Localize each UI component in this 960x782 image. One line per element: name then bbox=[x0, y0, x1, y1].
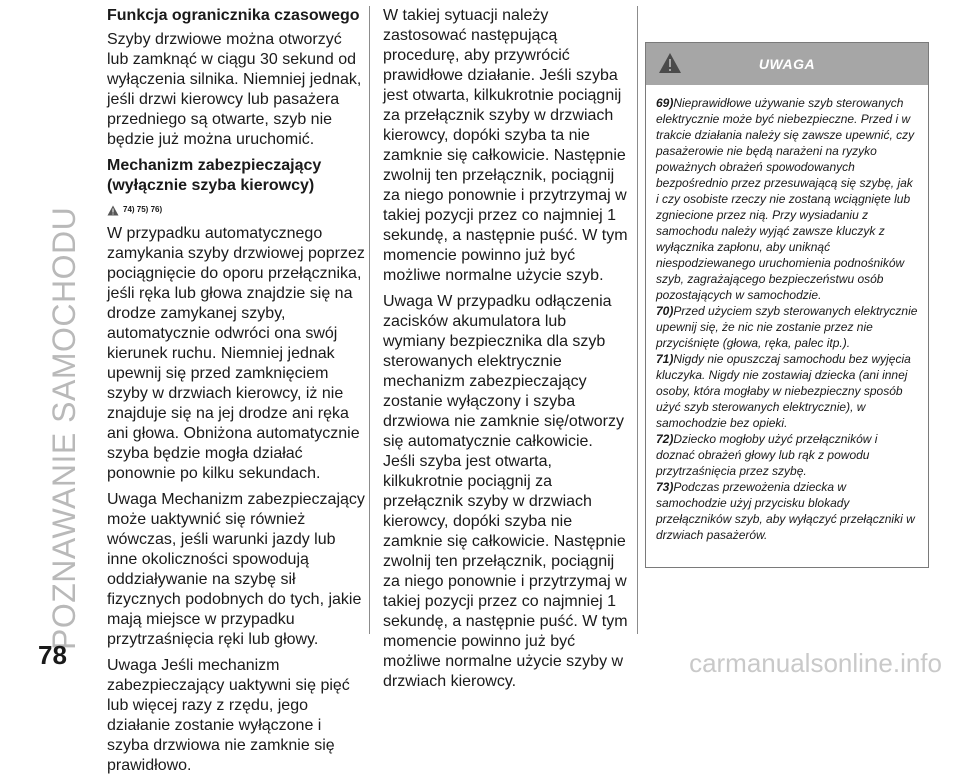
note-mechanism-activation: Uwaga Mechanizm zabezpieczający może uaktywnić się również wówczas, jeśli warunki jazdy lub inne okoliczności spowodują oddziaływanie na szybę sił fizycznych podobnych do tych, jakie mają miejsce w przypadku przytrzaśnięcia ręki lub głowy. bbox=[107, 491, 365, 648]
warning-references bbox=[107, 200, 367, 220]
warning-item-number: 73) bbox=[656, 480, 674, 494]
heading-safety-mechanism: Mechanizm zabezpieczający (wyłącznie szyba kierowcy) bbox=[107, 157, 322, 194]
column-divider-right bbox=[637, 6, 638, 634]
paragraph-restore-procedure: W takiej sytuacji należy zastosować następującą procedurę, aby przywrócić prawidłowe działanie. Jeśli szyba jest otwarta, kilkukrotnie pociągnij za przełącznik szyby w drzwiach kierowcy, dopóki szyba ta nie zamknie się całkowicie. Następnie zwolnij ten przełącznik, pociągnij za niego ponownie i przytrzymaj w takiej pozycji przez co najmniej 1 sekundę, a następnie puść. W tym momencie powinno już być możliwe normalne użycie szyb. bbox=[383, 7, 628, 284]
warning-reference-numbers: 74) 75) 76) bbox=[123, 205, 163, 214]
warning-item bbox=[656, 95, 918, 303]
warning-item-number: 71) bbox=[656, 352, 674, 366]
side-section-title-text: POZNAWANIE SAMOCHODU bbox=[46, 206, 82, 650]
column-divider-left bbox=[369, 6, 370, 634]
warning-triangle-icon bbox=[658, 52, 682, 74]
warning-item bbox=[656, 303, 918, 351]
left-column bbox=[107, 6, 367, 782]
note-mechanism-disabled: Uwaga Jeśli mechanizm zabezpieczający uaktywni się pięć lub więcej razy z rzędu, jego działanie zostanie wyłączone i szyba drzwiowa nie zamknie się prawidłowo. bbox=[107, 657, 350, 774]
note-battery-disconnect: Uwaga W przypadku odłączenia zacisków akumulatora lub wymiany bezpiecznika dla szyb sterowanych elektrycznie mechanizm zabezpieczający zostanie wyłączony i szyba drzwiowa nie zamknie się/otworzy się automatycznie całkowicie. Jeśli szyba jest otwarta, kilkukrotnie pociągnij za przełącznik szyby w drzwiach kierowcy, dopóki szyba nie zamknie się całkowicie. Następnie zwolnij ten przełącznik, pociągnij za niego ponownie i przytrzymaj w takiej pozycji przez co najmniej 1 sekundę, a następnie puść. W tym momencie powinno już być możliwe normalne użycie szyby w drzwiach kierowcy. bbox=[383, 293, 628, 690]
page-number: 78 bbox=[38, 640, 67, 670]
warning-item-text: Przed użyciem szyb sterowanych elektrycznie upewnij się, że nic nie zostanie przez nie przyciśnięte (głowa, ręka, palec itp.). bbox=[656, 304, 918, 350]
warning-item-text: Dziecko mogłoby użyć przełączników i doznać obrażeń głowy lub rąk z powodu przytrzaśnięcia przez szybę. bbox=[656, 432, 878, 478]
warning-item-number: 69) bbox=[656, 96, 674, 110]
warning-item-text: Nigdy nie opuszczaj samochodu bez wyjęcia kluczyka. Nigdy nie zostawiaj dziecka (ani innej osoby, która mogłaby w niebezpieczny sposób użyć szyb sterowanych elektrycznie), w samochodzie bez opieki. bbox=[656, 352, 911, 430]
paragraph-safety-mechanism: W przypadku automatycznego zamykania szyby drzwiowej poprzez pociągnięcie do oporu przełącznika, jeśli ręka lub głowa znajdzie się na drodze zamykanej szyby, automatycznie odwróci ona swój kierunek ruchu. Niemniej jednak upewnij się przed zamknięciem szyby w drzwiach kierowcy, iż nie znajduje się na jej drodze ani ręka ani głowa. Obniżona automatycznie szyba będzie mogła działać ponownie po kilku sekundach. bbox=[107, 225, 365, 482]
paragraph-timer-function: Szyby drzwiowe można otworzyć lub zamknąć w ciągu 30 sekund od wyłączenia silnika. Niemniej jednak, jeśli drzwi kierowcy lub pasażera przedniego są otwarte, szyb nie będzie już można uruchomić. bbox=[107, 31, 362, 148]
warning-item-text: Nieprawidłowe używanie szyb sterowanych elektrycznie może być niebezpieczne. Przed i w trakcie działania należy się zawsze upewnić, czy pasażerowie nie będą narażeni na ryzyko poważnych obrażeń spowodowanych bezpośrednio przez przesuwającą się szybę, jak i czy osobiste rzeczy nie zostaną wciągnięte lub zgniecione przez nią. Przy wysiadaniu z samochodu należy wyjąć zawsze kluczyk z wyłącznika zapłonu, aby uniknąć niespodziewanego uruchomienia podnośników szyb, zagrażającego bezpieczeństwu osób pozostających w samochodzie. bbox=[656, 96, 915, 302]
warning-box bbox=[645, 42, 929, 568]
side-section-title bbox=[40, 30, 80, 650]
warning-item-number: 72) bbox=[656, 432, 674, 446]
warning-item-number: 70) bbox=[656, 304, 674, 318]
middle-column bbox=[383, 6, 628, 698]
warning-triangle-icon bbox=[107, 205, 119, 216]
watermark: carmanualsonline.info bbox=[689, 648, 942, 678]
heading-timer-function: Funkcja ogranicznika czasowego bbox=[107, 7, 360, 24]
warning-header bbox=[646, 43, 928, 85]
warning-title: UWAGA bbox=[758, 56, 816, 72]
warning-body bbox=[646, 85, 928, 543]
warning-item bbox=[656, 351, 918, 431]
warning-item bbox=[656, 431, 918, 479]
warning-item-text: Podczas przewożenia dziecka w samochodzie użyj przycisku blokady przełączników szyb, aby wyłączyć przełączniki w drzwiach pasażerów. bbox=[656, 480, 915, 542]
warning-item bbox=[656, 479, 918, 543]
